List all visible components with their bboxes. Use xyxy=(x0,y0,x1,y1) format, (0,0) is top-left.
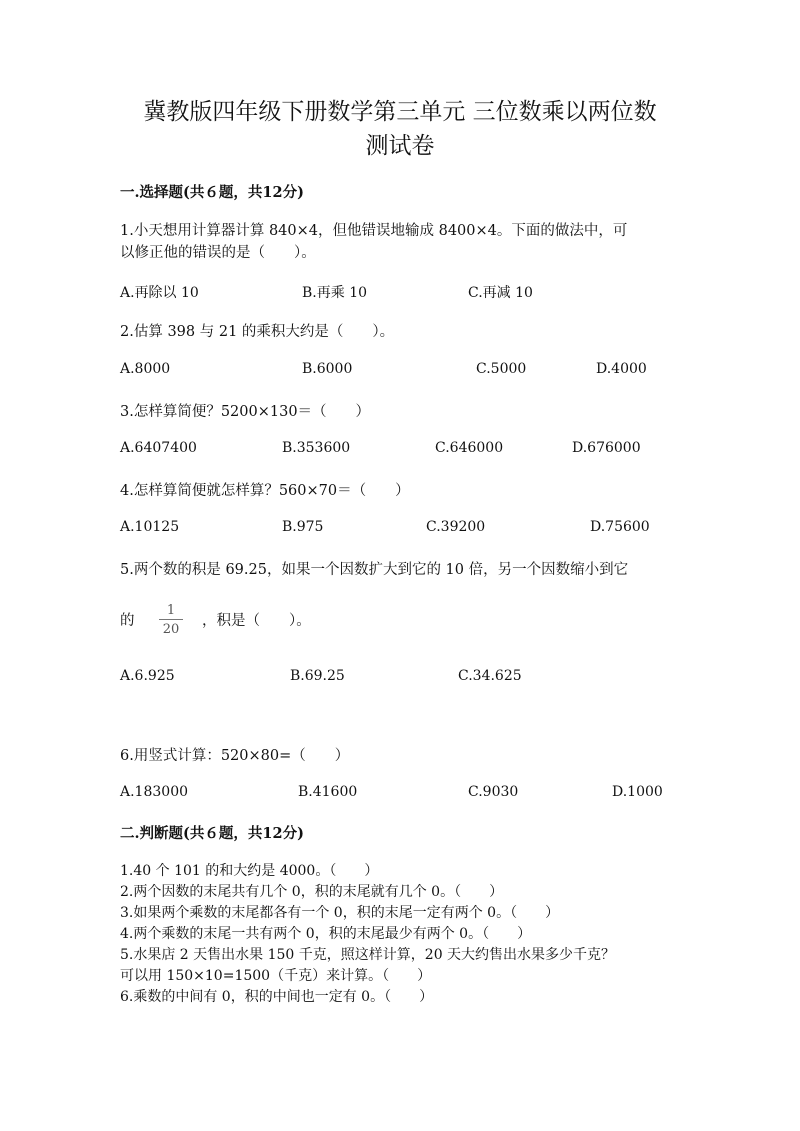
question-5-option-c[interactable]: C.34.625 xyxy=(458,668,522,684)
question-6-text: 6.用竖式计算：520×80=（ ） xyxy=(120,748,350,764)
question-1-option-c[interactable]: C.再减 10 xyxy=(468,285,533,301)
question-4-option-c[interactable]: C.39200 xyxy=(426,519,486,535)
page-title-line-1: 冀教版四年级下册数学第三单元 三位数乘以两位数 xyxy=(143,99,657,125)
question-5-suffix: ，积是（ ）。 xyxy=(202,613,311,629)
question-6-option-d[interactable]: D.1000 xyxy=(612,784,663,800)
judgment-item-5-cont: 可以用 150×10=1500（千克）来计算。（ ） xyxy=(120,968,432,984)
question-2-option-c[interactable]: C.5000 xyxy=(476,361,527,377)
judgment-item-1: 1.40 个 101 的和大约是 4000。（ ） xyxy=(120,863,379,879)
question-2-option-d[interactable]: D.4000 xyxy=(596,361,647,377)
question-2-option-b[interactable]: B.6000 xyxy=(302,361,353,377)
fraction-bar xyxy=(159,619,183,620)
question-3-option-b[interactable]: B.353600 xyxy=(282,440,351,456)
section-heading-choice: 一.选择题(共６题，共12分) xyxy=(120,184,304,201)
question-3-text: 3.怎样算简便？5200×130＝（ ） xyxy=(120,404,371,420)
fraction-denominator: 20 xyxy=(162,622,180,637)
question-6-option-c[interactable]: C.9030 xyxy=(468,784,519,800)
question-1-option-a[interactable]: A.再除以 10 xyxy=(120,285,199,301)
question-4-option-a[interactable]: A.10125 xyxy=(120,519,180,535)
question-5-option-a[interactable]: A.6.925 xyxy=(120,668,175,684)
judgment-item-4: 4.两个乘数的末尾一共有两个 0，积的末尾最少有两个 0。（ ） xyxy=(120,926,532,942)
fraction-numerator: 1 xyxy=(166,603,176,618)
judgment-item-3: 3.如果两个乘数的末尾都各有一个 0，积的末尾一定有两个 0。（ ） xyxy=(120,905,560,921)
question-4-text: 4.怎样算简便就怎样算？560×70＝（ ） xyxy=(120,483,410,499)
question-6-option-a[interactable]: A.183000 xyxy=(120,784,189,800)
question-6-option-b[interactable]: B.41600 xyxy=(298,784,358,800)
question-4-option-b[interactable]: B.975 xyxy=(282,519,324,535)
question-2-option-a[interactable]: A.8000 xyxy=(120,361,171,377)
question-5-prefix: 的 xyxy=(120,613,135,629)
question-5-text: 5.两个数的积是 69.25，如果一个因数扩大到它的 10 倍，另一个因数缩小到它 xyxy=(120,562,629,578)
question-1-text: 1.小天想用计算器计算 840×4，但他错误地输成 8400×4。下面的做法中，可 xyxy=(120,223,628,239)
question-5-fraction xyxy=(159,603,183,637)
question-4-option-d[interactable]: D.75600 xyxy=(590,519,650,535)
question-3-option-d[interactable]: D.676000 xyxy=(572,440,641,456)
question-3-option-c[interactable]: C.646000 xyxy=(435,440,504,456)
judgment-item-6: 6.乘数的中间有 0，积的中间也一定有 0。（ ） xyxy=(120,989,434,1005)
question-5-option-b[interactable]: B.69.25 xyxy=(290,668,345,684)
judgment-item-2: 2.两个因数的末尾共有几个 0，积的末尾就有几个 0。（ ） xyxy=(120,884,504,900)
question-1-text-cont: 以修正他的错误的是（ ）。 xyxy=(120,245,316,261)
question-2-text: 2.估算 398 与 21 的乘积大约是（ ）。 xyxy=(120,324,395,340)
section-heading-true-false: 二.判断题(共６题，共12分) xyxy=(120,825,304,842)
question-1-option-b[interactable]: B.再乘 10 xyxy=(302,285,368,301)
judgment-item-5: 5.水果店 2 天售出水果 150 千克，照这样计算，20 天大约售出水果多少千克？ xyxy=(120,947,616,963)
question-3-option-a[interactable]: A.6407400 xyxy=(120,440,197,456)
page-title-line-2: 测试卷 xyxy=(365,133,435,159)
